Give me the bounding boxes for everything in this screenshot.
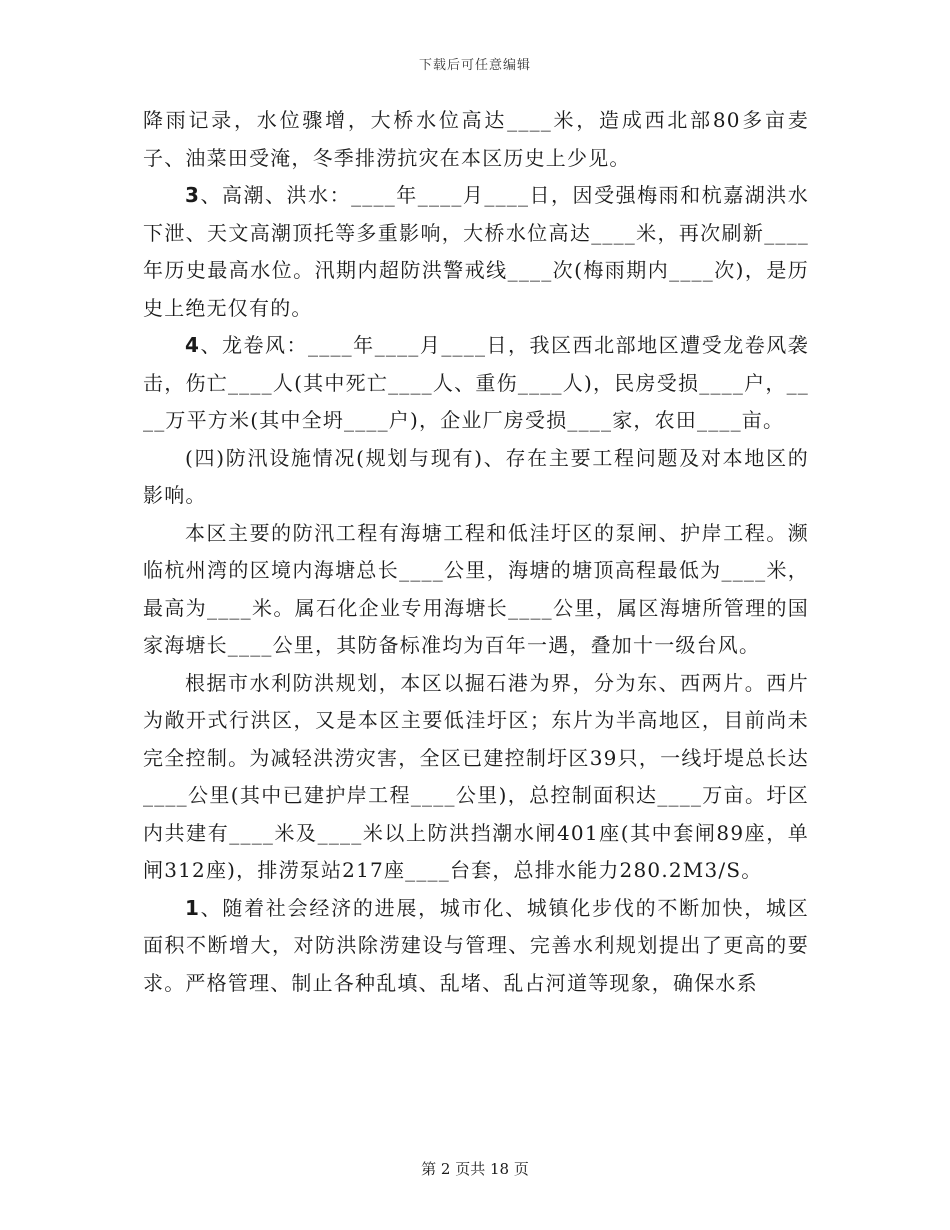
paragraph-text: 、高潮、洪水：____年____月____日，因受强梅雨和杭嘉湖洪水下泄、天文高潮顶托等多重影响，大桥水位高达____米，再次刷新____年历史最高水位。汛期内超防洪警戒线____次(梅雨期内____次)，是历史上绝无仅有的。 (143, 183, 809, 320)
paragraph-text: 、龙卷风：____年____月____日，我区西北部地区遭受龙卷风袭击，伤亡____人(其中死亡____人、重伤____人)，民房受损____户，____万平方米(其中全坍____户)，企业厂房受损____家，农田____亩。 (143, 333, 809, 432)
paragraph-text: (四)防汛设施情况(规划与现有)、存在主要工程问题及对本地区的影响。 (143, 445, 809, 507)
document-body (143, 102, 809, 1002)
paragraph-text: 本区主要的防汛工程有海塘工程和低洼圩区的泵闸、护岸工程。濒临杭州湾的区境内海塘总长____公里，海塘的塘顶高程最低为____米，最高为____米。属石化企业专用海塘长____公里，属区海塘所管理的国家海塘长____公里，其防备标准均为百年一遇，叠加十一级台风。 (143, 520, 809, 657)
page-footer: 第 2 页共 18 页 (421, 1160, 529, 1178)
paragraph-number: 3 (185, 183, 201, 207)
paragraph-number: 4 (185, 333, 201, 357)
paragraph-tornado (143, 327, 809, 440)
paragraph-text: 根据市水利防洪规划，本区以掘石港为界，分为东、西两片。西片为敞开式行洪区，又是本区主要低洼圩区；东片为半高地区，目前尚未完全控制。为减轻洪涝灾害，全区已建控制圩区39只，一线圩堤总长达____公里(其中已建护岸工程____公里)，总控制面积达____万亩。圩区内共建有____米及____米以上防洪挡潮水闸401座(其中套闸89座，单闸312座)，排涝泵站217座____台套，总排水能力280.2M3/S。 (143, 670, 809, 882)
paragraph-number: 1 (185, 895, 201, 920)
paragraph-seawall (143, 515, 809, 665)
paragraph-text: 降雨记录，水位骤增，大桥水位高达____米，造成西北部80多亩麦子、油菜田受淹，冬季排涝抗灾在本区历史上少见。 (143, 108, 809, 170)
paragraph-urbanization (143, 890, 809, 1003)
paragraph-continuation (143, 102, 809, 177)
page-header: 下载后可任意编辑 (418, 58, 531, 73)
paragraph-text: 、随着社会经济的进展，城市化、城镇化步伐的不断加快，城区面积不断增大，对防洪除涝建设与管理、完善水利规划提出了更高的要求。严格管理、制止各种乱填、乱堵、乱占河道等现象，确保水系 (143, 895, 809, 995)
paragraph-polder-planning (143, 665, 809, 890)
section-heading-flood-facilities (143, 440, 809, 515)
paragraph-high-tide-flood (143, 177, 809, 327)
